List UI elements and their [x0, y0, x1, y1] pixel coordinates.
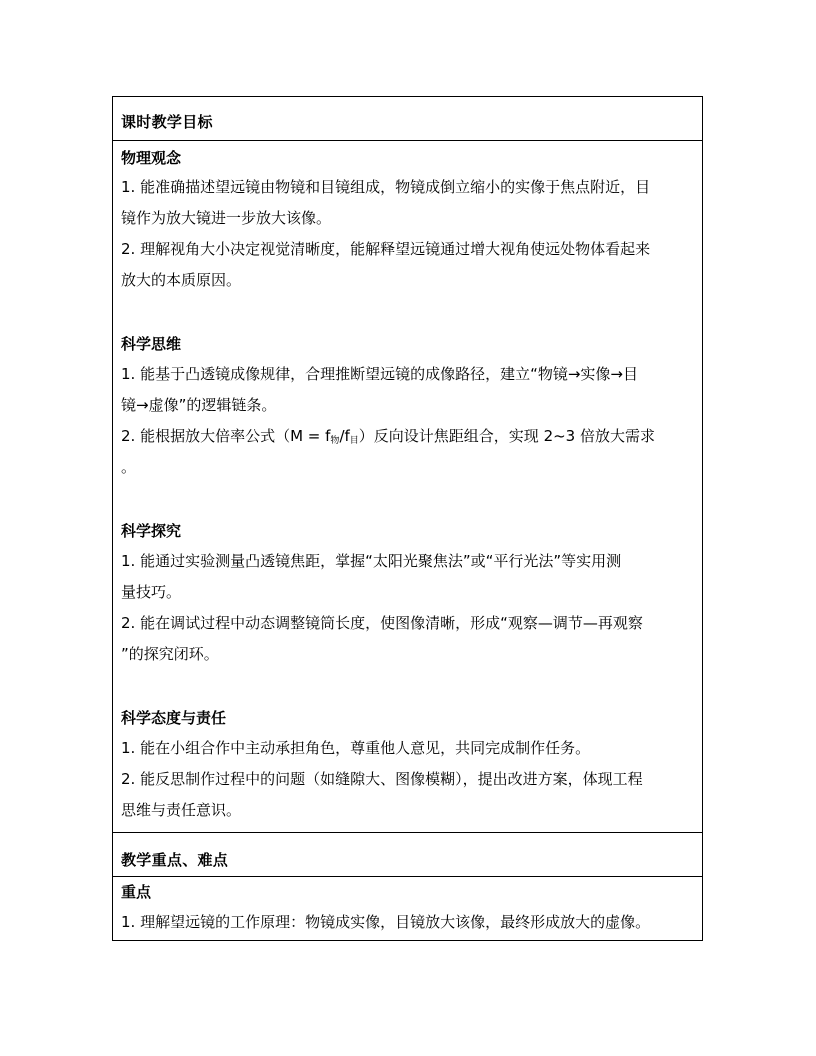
section2-formula-line	[121, 426, 694, 451]
formula-mid: /f	[339, 427, 350, 445]
section-title-key-points: 重点	[121, 883, 152, 901]
section1-line: 1. 能准确描述望远镜由物镜和目镜组成，物镜成倒立缩小的实像于焦点附近，目	[121, 178, 651, 196]
section3-line: 2. 能在调试过程中动态调整镜筒长度，使图像清晰，形成“观察—调节—再观察	[121, 614, 643, 632]
key-points-header: 教学重点、难点	[121, 851, 229, 869]
formula-subscript-eyepiece: 目	[349, 436, 359, 446]
section1-line: 放大的本质原因。	[121, 271, 242, 289]
formula-prefix: 2. 能根据放大倍率公式（M = f	[121, 427, 331, 445]
row-divider	[113, 832, 702, 833]
formula-subscript-objective: 物	[330, 436, 340, 446]
section3-line: ”的探究闭环。	[121, 645, 219, 663]
section-title-attitude-responsibility: 科学态度与责任	[121, 709, 227, 727]
section2-line: 1. 能基于凸透镜成像规律，合理推断望远镜的成像路径，建立“物镜→实像→目	[121, 365, 638, 383]
section2-line: 镜→虚像”的逻辑链条。	[121, 396, 277, 414]
goals-header: 课时教学目标	[121, 113, 213, 131]
section1-line: 2. 理解视角大小决定视觉清晰度，能解释望远镜通过增大视角使远处物体看起来	[121, 240, 651, 258]
section-title-scientific-inquiry: 科学探究	[121, 522, 182, 540]
row-divider	[113, 876, 702, 877]
formula-suffix: ）反向设计焦距组合，实现 2~3 倍放大需求	[358, 427, 655, 445]
objectives-table	[112, 96, 703, 941]
section3-line: 1. 能通过实验测量凸透镜焦距，掌握“太阳光聚焦法”或“平行光法”等实用测	[121, 552, 622, 570]
section4-line: 1. 能在小组合作中主动承担角色，尊重他人意见，共同完成制作任务。	[121, 739, 591, 757]
row-divider	[113, 140, 702, 141]
section1-line: 镜作为放大镜进一步放大该像。	[121, 209, 332, 227]
section4-line: 思维与责任意识。	[121, 801, 242, 819]
section-title-physics-concepts: 物理观念	[121, 149, 182, 167]
section-title-scientific-thinking: 科学思维	[121, 335, 182, 353]
section2-line: 。	[121, 458, 137, 476]
section3-line: 量技巧。	[121, 583, 182, 601]
key-line: 1. 理解望远镜的工作原理：物镜成实像，目镜放大该像，最终形成放大的虚像。	[121, 913, 651, 931]
section4-line: 2. 能反思制作过程中的问题（如缝隙大、图像模糊），提出改进方案，体现工程	[121, 770, 643, 788]
